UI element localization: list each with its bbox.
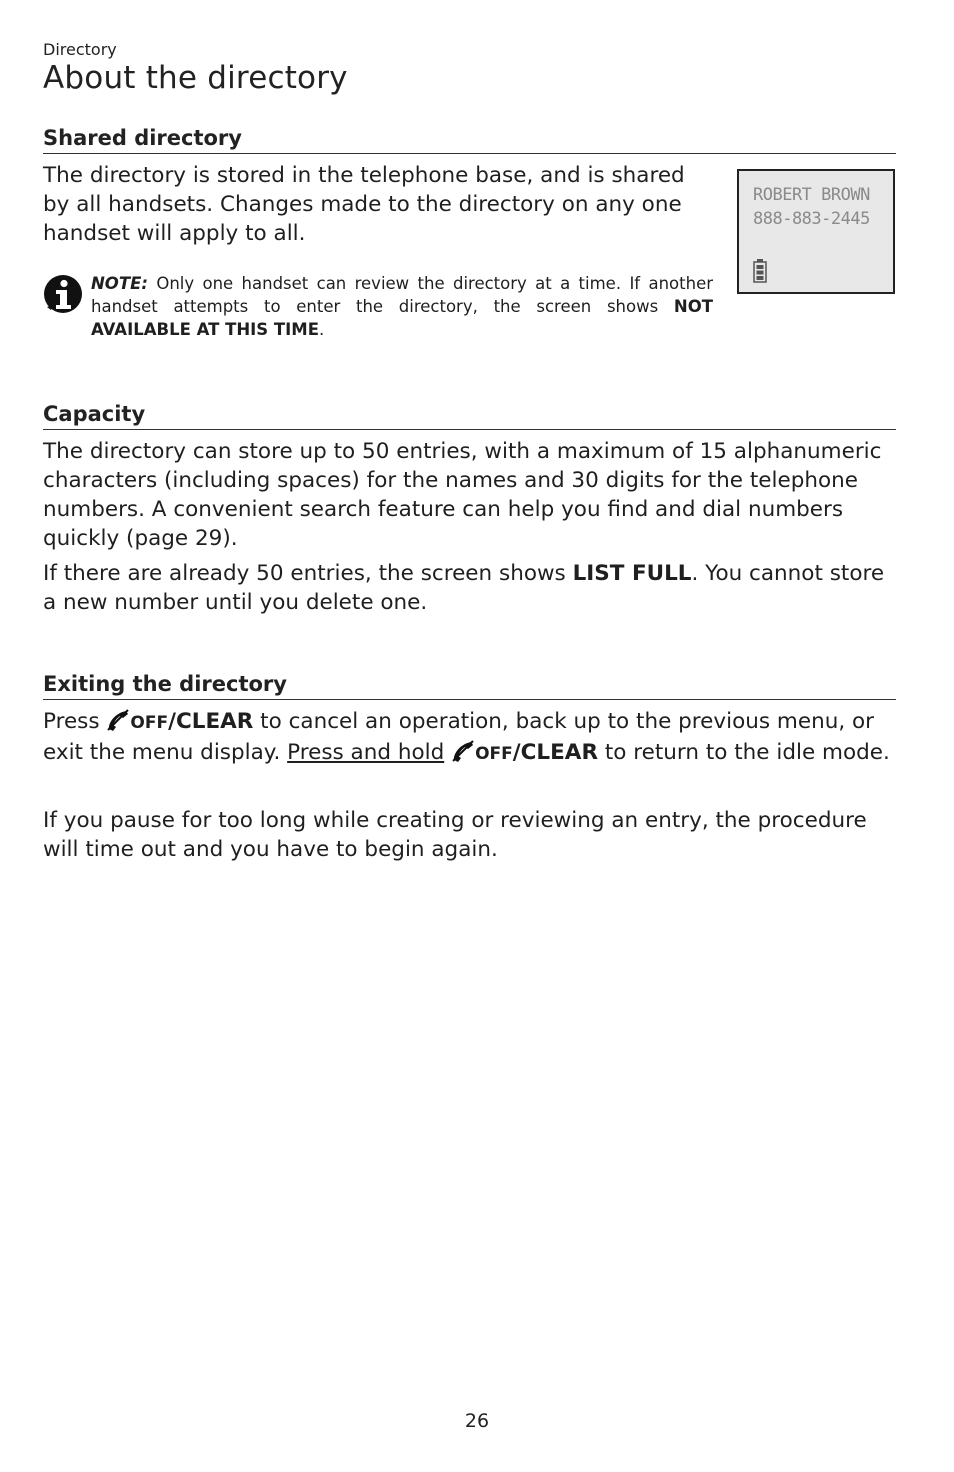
display-name: ROBERT BROWN: [753, 185, 870, 205]
shared-line-1: The directory is stored in the telephone base, and is shared: [43, 163, 685, 188]
info-icon: [43, 274, 83, 314]
key-clear-label: /CLEAR: [168, 709, 254, 734]
shared-line-3: handset will apply to all.: [43, 221, 306, 246]
page-title: About the directory: [43, 60, 348, 96]
press-text: Press: [43, 709, 107, 734]
capacity-paragraph-1: The directory can store up to 50 entries, with a maximum of 15 alphanumeric characters (including spaces) for the names and 30 digits for the telephone numbers. A convenient search feature can help you find and dial numbers quickly (page 29).: [43, 439, 882, 551]
capacity-paragraph-2: [43, 559, 896, 617]
key-off-label: OFF: [130, 713, 169, 733]
note-bold-message: NOT AVAILABLE AT THIS TIME: [91, 297, 713, 339]
phone-off-icon: [451, 740, 475, 762]
section-heading-exiting: Exiting the directory: [43, 672, 896, 700]
note-end: .: [319, 320, 325, 339]
phone-off-icon: [106, 709, 130, 731]
section-heading-capacity: Capacity: [43, 402, 896, 430]
key-clear-label: /CLEAR: [512, 740, 598, 765]
exiting-text-mid-2: to return to the idle mode.: [598, 740, 890, 765]
exiting-text-mid-1: to cancel an operation, back up to the previous menu, or exit the menu display.: [43, 709, 875, 765]
note-body: Only one handset can review the directory at a time. If another handset attempts to enter the directory, the screen shows: [91, 274, 713, 316]
list-full-text: LIST FULL: [572, 561, 692, 586]
capacity-text-a: If there are already 50 entries, the screen shows: [43, 561, 573, 586]
exiting-paragraph-1: [43, 707, 896, 769]
battery-icon: [753, 259, 767, 283]
note-label: NOTE:: [91, 274, 148, 293]
key-off-label: OFF: [475, 744, 513, 764]
capacity-text-b: . You cannot store a new number until you delete one.: [43, 561, 885, 615]
section-heading-shared: Shared directory: [43, 126, 896, 154]
display-number: 888-883-2445: [753, 209, 870, 229]
press-and-hold-text: Press and hold: [287, 740, 445, 765]
shared-paragraph: [43, 161, 703, 248]
exiting-paragraph-2: If you pause for too long while creating or reviewing an entry, the procedure will time out and you have to begin again.: [43, 808, 867, 862]
page-number: 26: [464, 1410, 490, 1432]
note-text: [91, 272, 713, 341]
shared-line-2: by all handsets. Changes made to the directory on any one: [43, 192, 682, 217]
breadcrumb: Directory: [43, 40, 117, 59]
handset-display: [737, 169, 895, 294]
